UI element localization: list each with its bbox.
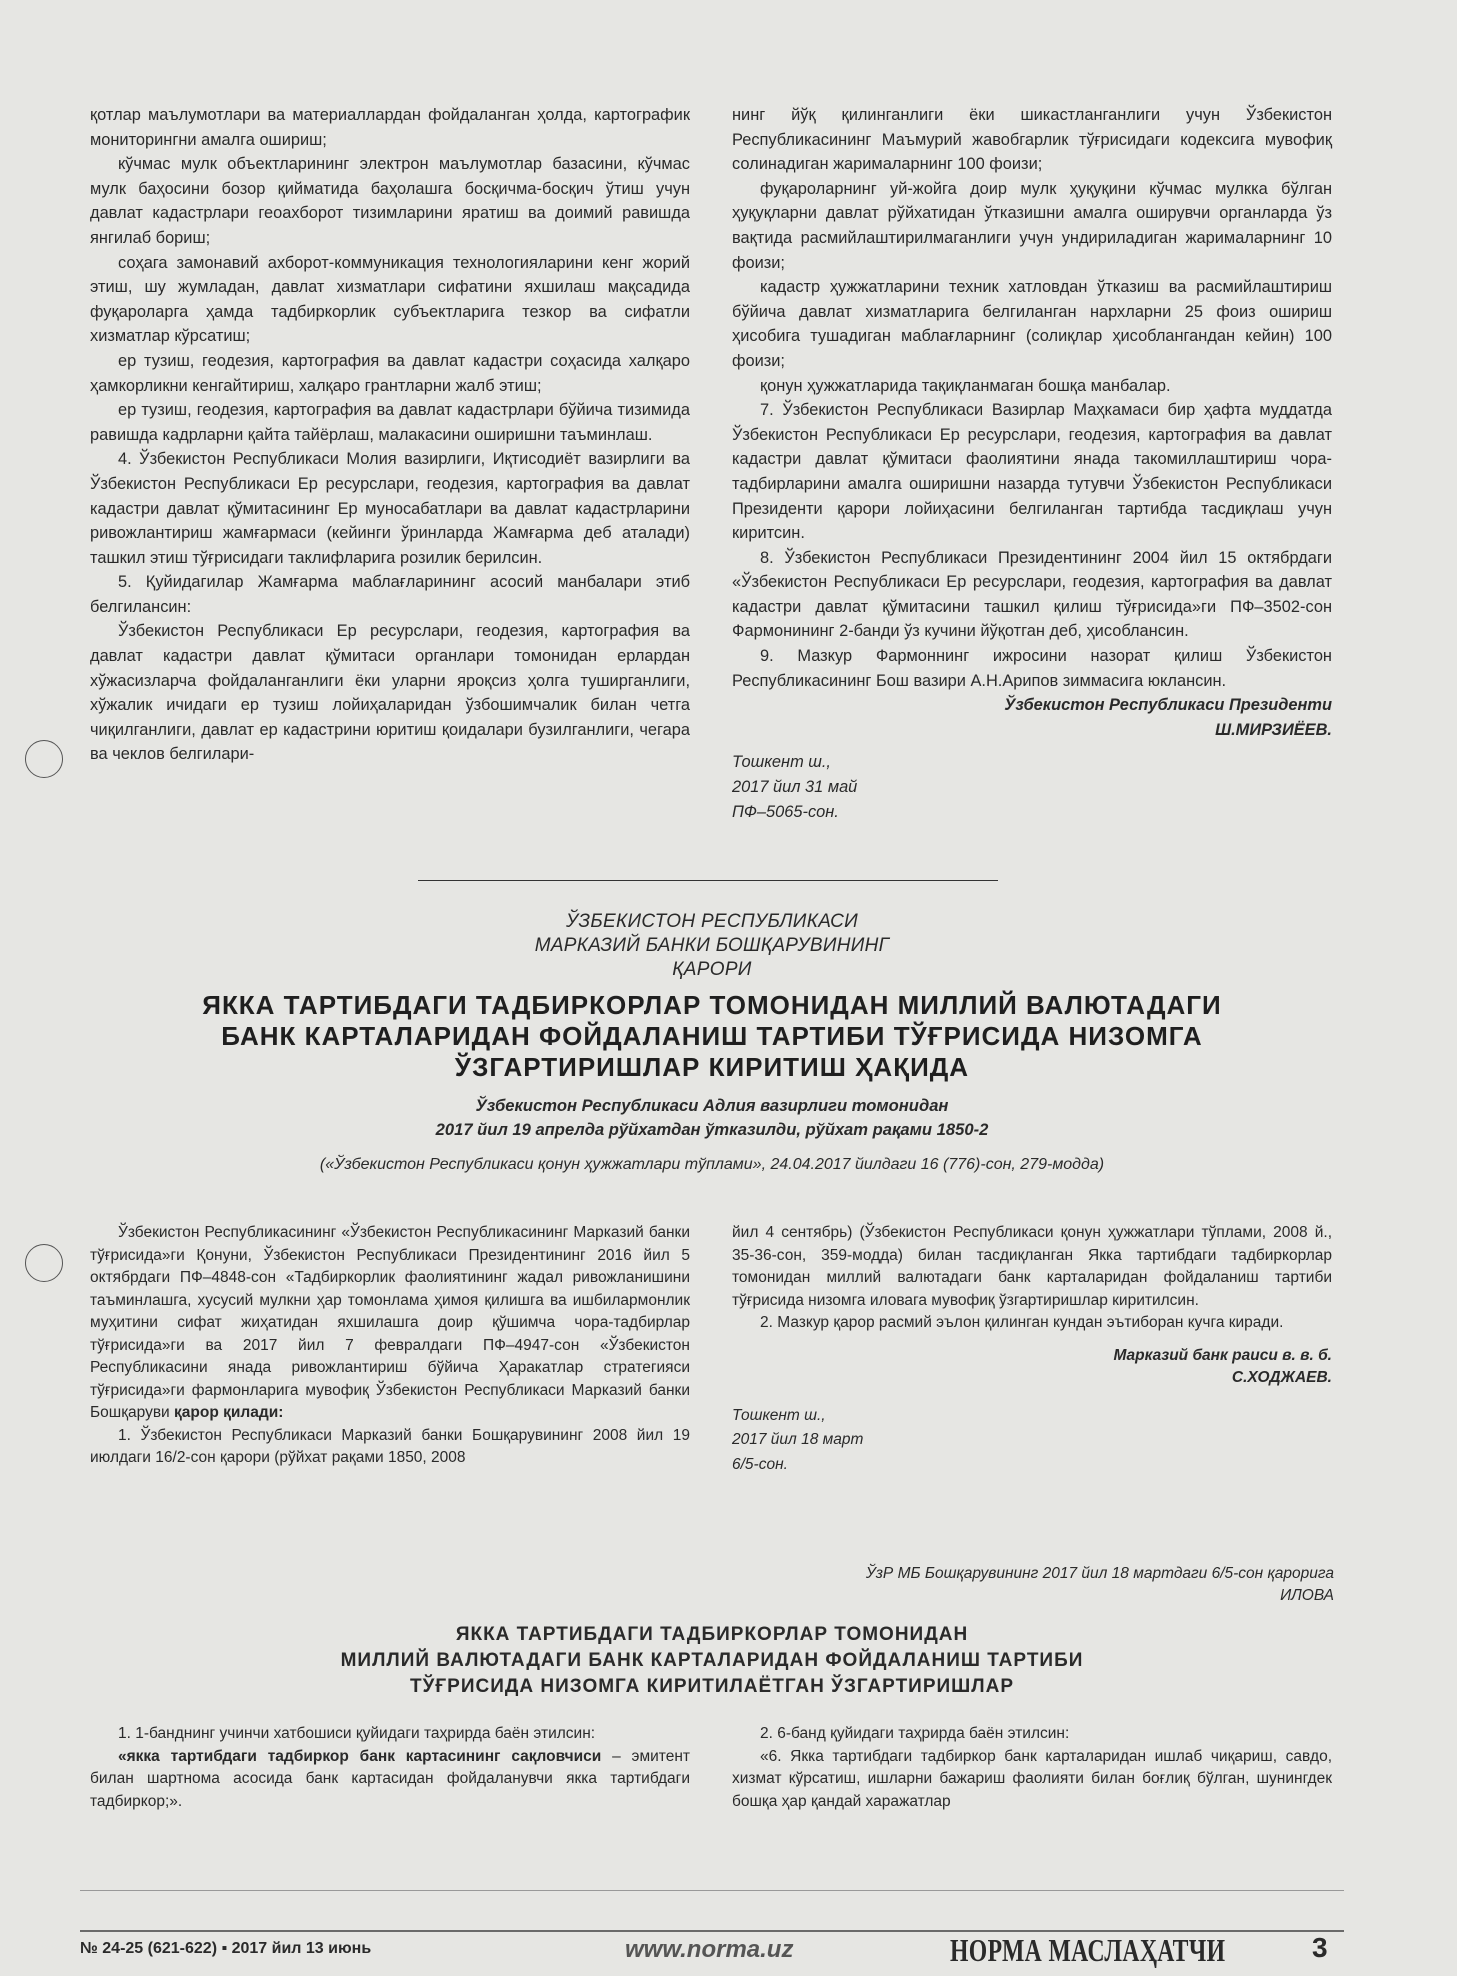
annex-title-line: МИЛЛИЙ ВАЛЮТАДАГИ БАНК КАРТАЛАРИДАН ФОЙДАЛАНИШ ТАРТИБИ [340,1650,1084,1671]
signature-title: Ўзбекистон Республикаси Президенти [1004,696,1332,715]
issue-info: № 24-25 (621-622) ▪ 2017 йил 13 июнь [80,1940,372,1957]
preamble-text: Ўзбекистон Республикасининг «Ўзбекистон Республикасининг Марказий банки тўғрисида»ги Қонуни, Ўзбекистон Республикаси Президентининг 2016 йил 5 октябрдаги ПФ–4848-сон «Тадбиркорлик фаолиятининг жадал ривожланишини таъминлашга, хусусий мулкни ҳар томонлама ҳимоя қилишга ва ишбилармонлик муҳитини сифат жиҳатидан яхшилашга доир қўшимча чора-тадбирлар тўғрисида»ги ва 2017 йил 7 февралдаги ПФ–4947-сон «Ўзбекистон Республикасини янада ривожлантириш бўйича Ҳаракатлар стратегияси тўғрисида»ги фармонларига мувофиқ Ўзбекистон Республикаси Марказий банки Бошқаруви [90,1224,690,1421]
annex-title-line: ЯККА ТАРТИБДАГИ ТАДБИРКОРЛАР ТОМОНИДАН [455,1624,969,1645]
section-divider [418,880,998,881]
paragraph: 1. 1-банднинг учинчи хатбошиси қуйидаги таҳрирда баён этилсин: [118,1725,596,1742]
paragraph: 2. Мазкур қарор расмий эълон қилинган кундан эътиборан кучга киради. [760,1314,1284,1331]
paragraph: ер тузиш, геодезия, картография ва давлат кадастрлари бўйича тизимида равишда кадрларни қайта тайёрлаш, малакасини оширишни таъминлаш. [90,401,690,444]
paragraph: 4. Ўзбекистон Республикаси Молия вазирлиги, Иқтисодиёт вазирлиги ва Ўзбекистон Республикаси Ер ресурслари, геодезия, картография ва давлат кадастри давлат қўмитасининг Ер муносабатлари ва давлат кадастрларини ривожлантириш жамғармаси (кейинги ўринларда Жамғарма деб аталади) ташкил этиш тўғрисидаги таклифларига розилик берилсин. [90,450,690,567]
top-right-column [732,103,1332,824]
issuer-bank: МАРКАЗИЙ БАНКИ БОШҚАРУВИНИНГ [534,935,890,956]
paragraph: қотлар маълумотлари ва материаллардан фойдаланган ҳолда, картографик мониторингни амалга ошириш; [90,106,690,149]
paragraph: нинг йўқ қилинганлиги ёки шикастланганлиги учун Ўзбекистон Республикасининг Маъмурий жавобгарлик тўғрисидаги кодексига мувофиқ солинадиган жарималарнинг 100 фоизи; [732,106,1332,174]
annex-title-line: ТЎҒРИСИДА НИЗОМГА КИРИТИЛАЁТГАН ЎЗГАРТИРИШЛАР [409,1676,1014,1697]
registration-note: 2017 йил 19 апрелда рўйхатдан ўтказилди, рўйхат рақами 1850-2 [435,1120,989,1139]
quote-bold: «якка тартибдаги тадбиркор банк картасининг сақловчиси [118,1747,602,1765]
registration-note: Ўзбекистон Республикаси Адлия вазирлиги томонидан [475,1096,949,1115]
resolution-title-line: БАНК КАРТАЛАРИДАН ФОЙДАЛАНИШ ТАРТИБИ ТЎҒРИСИДА НИЗОМГА [221,1021,1203,1051]
decree-number: ПФ–5065-сон. [732,802,839,821]
paragraph: соҳага замонавий ахборот-коммуникация технологияларини кенг жорий этиш, шу жумладан, давлат хизматлари сифатини яхшилаш мақсадида фуқароларга ҳамда тадбиркорлик субъектларига тезкор ва сифатли хизматлар кўрсатиш; [90,253,690,346]
paragraph: йил 4 сентябрь) (Ўзбекистон Республикаси қонун ҳужжатлари тўплами, 2008 й., 35-36-сон, 359-модда) билан тасдиқланган Якка тартибдаги тадбиркорлар томонидан миллий валютадаги банк карталаридан фойдаланиш тартиби тўғрисида низомга иловага мувофиқ ўзгартиришлар киритилсин. [732,1224,1332,1309]
paragraph: 5. Қуйидагилар Жамғарма маблағларининг асосий манбалари этиб белгилансин: [90,573,690,616]
paragraph: 7. Ўзбекистон Республикаси Вазирлар Маҳкамаси бир ҳафта муддатда Ўзбекистон Республикаси Ер ресурслари, геодезия, картография ва давлат кадастри давлат қўмитаси фаолиятини янада такомиллаштириш чора-тадбирларини амалга оширишни назарда тутувчи Ўзбекистон Республикаси Президенти қарори лойиҳасини белгиланган тартибда тасдиқлаш учун киритсин. [732,401,1332,543]
annex-reference: ЎзР МБ Бошқарувининг 2017 йил 18 мартдаги 6/5-сон қарорига [865,1565,1334,1582]
paragraph: 8. Ўзбекистон Республикаси Президентининг 2004 йил 15 октябрдаги «Ўзбекистон Республикаси Ер ресурслари, геодезия, картография ва давлат кадастри давлат қўмитасини ташкил қилиш тўғрисида»ги ПФ–3502-сон Фармонининг 2-банди ўз кучини йўқотган деб, ҳисоблансин. [732,548,1332,641]
paragraph: Ўзбекистон Республикаси Ер ресурслари, геодезия, картография ва давлат кадастри давлат қўмитаси органлари томонидан ерлардан хўжасизларча фойдаланганлиги ёки уларни яроқсиз ҳолга туширганлиги, хўжалик ичидаги ер тузиш лойиҳаларидан ўзбошимчалик билан четга чиқилганлиги, давлат ер кадастрини юритиш қоидалари бузилганлиги, чегара ва чеклов белгилари- [90,622,690,764]
page-frame-bottom [80,1890,1344,1891]
resolution-title-line: ЯККА ТАРТИБДАГИ ТАДБИРКОРЛАР ТОМОНИДАН МИЛЛИЙ ВАЛЮТАДАГИ [202,990,1222,1020]
website-link[interactable]: www.norma.uz [625,1936,794,1963]
resolution-left-column [90,1222,690,1470]
signature-name: С.ХОДЖАЕВ. [1231,1369,1332,1386]
paragraph: 9. Мазкур Фармоннинг ижросини назорат қилиш Ўзбекистон Республикасининг Бош вазири А.Н.Арипов зиммасига юклансин. [732,647,1332,690]
page-footer [80,1930,1344,1976]
paragraph: кўчмас мулк объектларининг электрон маълумотлар базасини, кўчмас мулк баҳосини бозор қийматида баҳолашга босқичма-босқич ўтиш учун давлат кадастрлари геоахборот тизимларини яратиш ва доимий равишда янгилаб бориш; [90,155,690,247]
paragraph: кадастр ҳужжатларини техник хатловдан ўтказиш ва расмийлаштириш бўйича давлат хизматларига белгиланган нархларни 25 фоиз ошириш ҳисобига тушадиган маблағларнинг (солиқлар ҳисоблангандан кейин) 100 фоизи; [732,278,1332,370]
publication-source: («Ўзбекистон Республикаси қонун ҳужжатлари тўплами», 24.04.2017 йилдаги 16 (776)-сон, 279-модда) [319,1156,1105,1173]
decision-phrase: қарор қилади: [174,1404,284,1421]
annex-right-column [732,1723,1332,1813]
decree-date: 2017 йил 31 май [732,778,858,797]
annex-left-column [90,1723,690,1813]
quote-rest: – эмитент билан шартнома асосида банк картасидан фойдаланувчи якка тартибдаги тадбиркор;». [90,1747,690,1810]
binder-hole [25,1244,63,1282]
paragraph [90,1222,690,1425]
paragraph: қонун ҳужжатларида тақиқланмаган бошқа манбалар. [760,376,1171,395]
paragraph [90,1746,690,1814]
decree-place: Тошкент ш., [732,753,831,772]
page-number: 3 [1312,1932,1328,1963]
resolution-number: 6/5-сон. [732,1455,788,1473]
newspaper-page [80,95,1344,1968]
resolution-right-column [732,1222,1332,1477]
paragraph: 2. 6-банд қуйидаги таҳрирда баён этилсин: [760,1725,1070,1742]
resolution-title-line: ЎЗГАРТИРИШЛАР КИРИТИШ ҲАҚИДА [454,1052,970,1082]
signature-title: Марказий банк раиси в. в. б. [1113,1346,1332,1364]
paragraph: фуқароларнинг уй-жойга доир мулк ҳуқуқини кўчмас мулкка бўлган ҳуқуқларни давлат рўйхатидан ўтказишни амалга оширувчи органларда ўз вақтида расмийлаштирилмаганлиги учун ундириладиган жарималарнинг 10 фоизи; [732,179,1332,272]
resolution-date: 2017 йил 18 март [732,1431,864,1449]
signature-name: Ш.МИРЗИЁЕВ. [1215,720,1332,739]
top-left-column [90,103,690,767]
newspaper-name: НОРМА МАСЛАҲАТЧИ [950,1932,1226,1968]
binder-hole [25,740,63,778]
resolution-place: Тошкент ш., [732,1406,826,1424]
annex-label: ИЛОВА [1280,1587,1334,1604]
issuer-country: ЎЗБЕКИСТОН РЕСПУБЛИКАСИ [565,911,859,932]
document-type: ҚАРОРИ [672,959,752,980]
paragraph: ер тузиш, геодезия, картография ва давлат кадастри соҳасида халқаро ҳамкорликни кенгайтириш, халқаро грантларни жалб этиш; [90,351,690,395]
paragraph: «6. Якка тартибдаги тадбиркор банк карталаридан ишлаб чиқариш, савдо, хизмат кўрсатиш, ишларни бажариш фаолияти билан боғлиқ бўлган, шунингдек бошқа ҳар қандай харажатлар [732,1747,1332,1810]
paragraph: 1. Ўзбекистон Республикаси Марказий банки Бошқарувининг 2008 йил 19 июлдаги 16/2-сон қарори (рўйхат рақами 1850, 2008 [90,1426,690,1466]
